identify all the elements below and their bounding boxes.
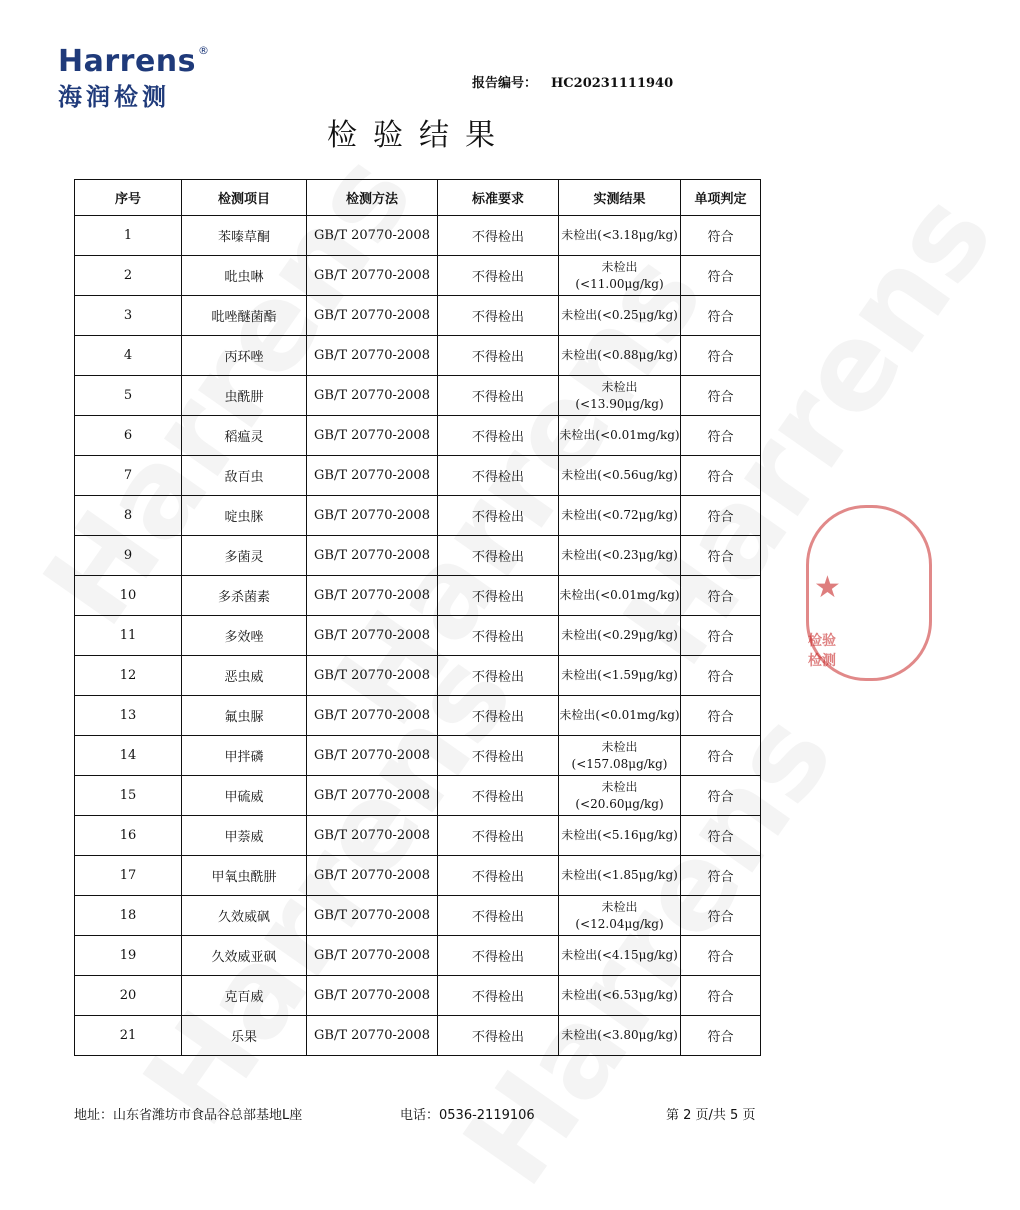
table-row [75, 376, 761, 416]
cell-no: 13 [75, 696, 182, 736]
cell-result: 未检出(<157.08μg/kg) [559, 736, 681, 776]
cell-verdict: 符合 [681, 376, 761, 416]
cell-method: GB/T 20770-2008 [307, 936, 438, 976]
cell-method: GB/T 20770-2008 [307, 536, 438, 576]
cell-requirement: 不得检出 [438, 336, 559, 376]
cell-requirement: 不得检出 [438, 296, 559, 336]
cell-no: 18 [75, 896, 182, 936]
cell-item: 甲拌磷 [182, 736, 307, 776]
cell-verdict: 符合 [681, 896, 761, 936]
cell-verdict: 符合 [681, 816, 761, 856]
table-row [75, 336, 761, 376]
cell-method: GB/T 20770-2008 [307, 976, 438, 1016]
page-title: 检验结果 [327, 118, 511, 153]
cell-item: 克百威 [182, 976, 307, 1016]
cell-item: 甲硫威 [182, 776, 307, 816]
table-row [75, 496, 761, 536]
cell-method: GB/T 20770-2008 [307, 336, 438, 376]
cell-result: 未检出(<13.90μg/kg) [559, 376, 681, 416]
cell-no: 20 [75, 976, 182, 1016]
cell-result: 未检出(<0.72μg/kg) [559, 496, 681, 536]
cell-item: 敌百虫 [182, 456, 307, 496]
cell-requirement: 不得检出 [438, 856, 559, 896]
cell-requirement: 不得检出 [438, 536, 559, 576]
table-row [75, 856, 761, 896]
cell-result: 未检出(<0.23μg/kg) [559, 536, 681, 576]
cell-result: 未检出(<0.56ug/kg) [559, 456, 681, 496]
cell-method: GB/T 20770-2008 [307, 296, 438, 336]
cell-method: GB/T 20770-2008 [307, 1016, 438, 1056]
cell-requirement: 不得检出 [438, 656, 559, 696]
footer-phone: 电话：0536-2119106 [400, 1108, 535, 1123]
cell-item: 多杀菌素 [182, 576, 307, 616]
cell-item: 恶虫威 [182, 656, 307, 696]
cell-method: GB/T 20770-2008 [307, 496, 438, 536]
cell-verdict: 符合 [681, 576, 761, 616]
cell-result: 未检出(<0.01mg/kg) [559, 696, 681, 736]
cell-no: 7 [75, 456, 182, 496]
table-row [75, 216, 761, 256]
cell-item: 久效威砜 [182, 896, 307, 936]
table-row [75, 296, 761, 336]
table-row [75, 456, 761, 496]
cell-no: 1 [75, 216, 182, 256]
cell-no: 19 [75, 936, 182, 976]
cell-requirement: 不得检出 [438, 496, 559, 536]
table-row [75, 1016, 761, 1056]
cell-requirement: 不得检出 [438, 896, 559, 936]
table-row [75, 776, 761, 816]
cell-no: 15 [75, 776, 182, 816]
cell-requirement: 不得检出 [438, 936, 559, 976]
report-number [472, 72, 673, 91]
cell-no: 4 [75, 336, 182, 376]
footer-page: 第 2 页/共 5 页 [666, 1108, 756, 1123]
table-header-row [75, 180, 761, 216]
cell-result: 未检出(<0.25μg/kg) [559, 296, 681, 336]
cell-verdict: 符合 [681, 336, 761, 376]
cell-result: 未检出(<11.00μg/kg) [559, 256, 681, 296]
cell-method: GB/T 20770-2008 [307, 216, 438, 256]
cell-item: 久效威亚砜 [182, 936, 307, 976]
table-row [75, 616, 761, 656]
cell-item: 甲氧虫酰肼 [182, 856, 307, 896]
cell-method: GB/T 20770-2008 [307, 456, 438, 496]
cell-no: 16 [75, 816, 182, 856]
cell-item: 多效唑 [182, 616, 307, 656]
logo-chinese: 海润检测 [58, 83, 170, 111]
header-result: 实测结果 [559, 180, 681, 216]
cell-requirement: 不得检出 [438, 696, 559, 736]
cell-method: GB/T 20770-2008 [307, 616, 438, 656]
table-row [75, 936, 761, 976]
cell-result: 未检出(<1.85μg/kg) [559, 856, 681, 896]
stamp-text: 检验检测 [808, 633, 836, 669]
cell-no: 3 [75, 296, 182, 336]
cell-requirement: 不得检出 [438, 256, 559, 296]
cell-result: 未检出(<0.01mg/kg) [559, 576, 681, 616]
report-number-value: HC20231111940 [551, 76, 674, 91]
cell-verdict: 符合 [681, 296, 761, 336]
cell-requirement: 不得检出 [438, 816, 559, 856]
cell-item: 苯嗪草酮 [182, 216, 307, 256]
cell-method: GB/T 20770-2008 [307, 736, 438, 776]
table-row [75, 696, 761, 736]
cell-item: 甲萘威 [182, 816, 307, 856]
footer-address: 地址：山东省潍坊市食品谷总部基地L座 [74, 1108, 303, 1123]
table-row [75, 536, 761, 576]
cell-verdict: 符合 [681, 616, 761, 656]
cell-method: GB/T 20770-2008 [307, 816, 438, 856]
cell-verdict: 符合 [681, 656, 761, 696]
cell-item: 多菌灵 [182, 536, 307, 576]
cell-no: 2 [75, 256, 182, 296]
cell-method: GB/T 20770-2008 [307, 256, 438, 296]
cell-result: 未检出(<0.88μg/kg) [559, 336, 681, 376]
cell-method: GB/T 20770-2008 [307, 576, 438, 616]
cell-requirement: 不得检出 [438, 1016, 559, 1056]
header-method: 检测方法 [307, 180, 438, 216]
cell-verdict: 符合 [681, 856, 761, 896]
cell-requirement: 不得检出 [438, 416, 559, 456]
cell-method: GB/T 20770-2008 [307, 856, 438, 896]
table-row [75, 976, 761, 1016]
header-item: 检测项目 [182, 180, 307, 216]
cell-requirement: 不得检出 [438, 216, 559, 256]
cell-no: 14 [75, 736, 182, 776]
table-row [75, 896, 761, 936]
cell-requirement: 不得检出 [438, 616, 559, 656]
cell-no: 11 [75, 616, 182, 656]
header-requirement: 标准要求 [438, 180, 559, 216]
cell-requirement: 不得检出 [438, 376, 559, 416]
cell-verdict: 符合 [681, 976, 761, 1016]
cell-result: 未检出(<20.60μg/kg) [559, 776, 681, 816]
logo-english: Harrens [58, 44, 197, 79]
cell-result: 未检出(<3.80μg/kg) [559, 1016, 681, 1056]
cell-no: 8 [75, 496, 182, 536]
cell-no: 6 [75, 416, 182, 456]
cell-verdict: 符合 [681, 536, 761, 576]
cell-result: 未检出(<5.16μg/kg) [559, 816, 681, 856]
cell-verdict: 符合 [681, 696, 761, 736]
stamp-star-icon: ★ [814, 570, 841, 605]
cell-verdict: 符合 [681, 256, 761, 296]
table-row [75, 736, 761, 776]
cell-verdict: 符合 [681, 736, 761, 776]
cell-item: 啶虫脒 [182, 496, 307, 536]
cell-item: 稻瘟灵 [182, 416, 307, 456]
cell-method: GB/T 20770-2008 [307, 776, 438, 816]
cell-requirement: 不得检出 [438, 456, 559, 496]
cell-requirement: 不得检出 [438, 776, 559, 816]
cell-result: 未检出(<4.15μg/kg) [559, 936, 681, 976]
cell-method: GB/T 20770-2008 [307, 896, 438, 936]
cell-item: 吡虫啉 [182, 256, 307, 296]
cell-result: 未检出(<6.53μg/kg) [559, 976, 681, 1016]
cell-result: 未检出(<1.59μg/kg) [559, 656, 681, 696]
cell-item: 吡唑醚菌酯 [182, 296, 307, 336]
cell-verdict: 符合 [681, 456, 761, 496]
cell-verdict: 符合 [681, 776, 761, 816]
cell-item: 丙环唑 [182, 336, 307, 376]
registered-mark: ® [198, 44, 210, 57]
cell-method: GB/T 20770-2008 [307, 696, 438, 736]
cell-requirement: 不得检出 [438, 976, 559, 1016]
header-no: 序号 [75, 180, 182, 216]
cell-item: 虫酰肼 [182, 376, 307, 416]
cell-method: GB/T 20770-2008 [307, 416, 438, 456]
cell-no: 12 [75, 656, 182, 696]
table-row [75, 816, 761, 856]
header-verdict: 单项判定 [681, 180, 761, 216]
cell-result: 未检出(<0.29μg/kg) [559, 616, 681, 656]
cell-method: GB/T 20770-2008 [307, 376, 438, 416]
cell-no: 5 [75, 376, 182, 416]
cell-item: 乐果 [182, 1016, 307, 1056]
table-row [75, 416, 761, 456]
cell-verdict: 符合 [681, 936, 761, 976]
cell-requirement: 不得检出 [438, 736, 559, 776]
cell-result: 未检出(<0.01mg/kg) [559, 416, 681, 456]
cell-result: 未检出(<12.04μg/kg) [559, 896, 681, 936]
table-row [75, 656, 761, 696]
report-number-label: 报告编号： [472, 76, 538, 91]
cell-verdict: 符合 [681, 216, 761, 256]
cell-no: 17 [75, 856, 182, 896]
cell-verdict: 符合 [681, 416, 761, 456]
cell-method: GB/T 20770-2008 [307, 656, 438, 696]
table-row [75, 576, 761, 616]
cell-verdict: 符合 [681, 496, 761, 536]
cell-result: 未检出(<3.18μg/kg) [559, 216, 681, 256]
cell-no: 10 [75, 576, 182, 616]
cell-item: 氟虫脲 [182, 696, 307, 736]
cell-verdict: 符合 [681, 1016, 761, 1056]
results-table [74, 179, 761, 1056]
cell-requirement: 不得检出 [438, 576, 559, 616]
table-row [75, 256, 761, 296]
cell-no: 21 [75, 1016, 182, 1056]
cell-no: 9 [75, 536, 182, 576]
company-logo [58, 44, 209, 112]
